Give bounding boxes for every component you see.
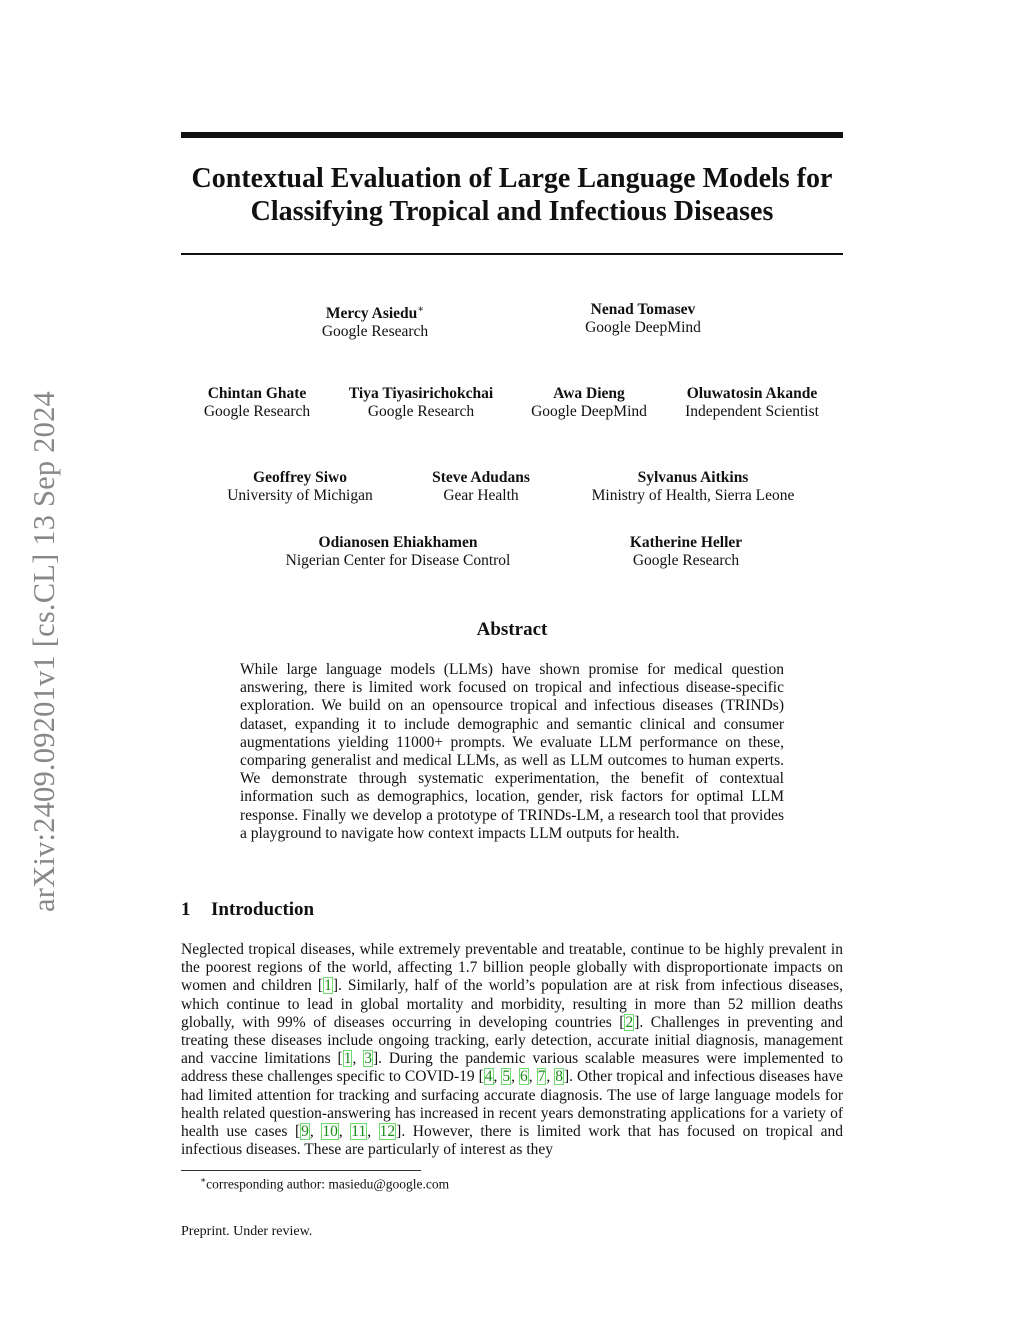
author-block	[322, 301, 428, 341]
author-name: Odianosen Ehiakhamen	[318, 534, 478, 551]
citation-link[interactable]: 12	[379, 1123, 396, 1141]
citation-link[interactable]: 5	[502, 1068, 511, 1086]
author-name: Steve Adudans	[432, 469, 530, 486]
citation-link[interactable]: 9	[301, 1123, 309, 1141]
abstract-heading: Abstract	[476, 619, 548, 640]
author-block	[227, 469, 373, 505]
author-affiliation: Independent Scientist	[685, 403, 819, 420]
citation-link[interactable]: 2	[625, 1013, 634, 1031]
author-affiliation: University of Michigan	[227, 487, 373, 504]
author-affiliation: Google DeepMind	[585, 319, 701, 336]
footnote-rule	[181, 1170, 421, 1171]
citation-link[interactable]: 10	[322, 1123, 338, 1141]
author-block	[349, 385, 493, 421]
author-name: Awa Dieng	[553, 385, 625, 402]
citation-link[interactable]: 4	[484, 1068, 493, 1086]
citation-link[interactable]: 6	[519, 1068, 528, 1086]
author-name: Geoffrey Siwo	[253, 469, 347, 486]
author-name: Chintan Ghate	[207, 385, 307, 402]
author-block	[592, 469, 795, 505]
title-bottom-rule	[181, 253, 843, 255]
author-block	[531, 385, 647, 421]
author-block	[286, 534, 511, 570]
citation-link[interactable]: 7	[537, 1068, 546, 1086]
footnote-text: corresponding author: masiedu@google.com	[206, 1176, 450, 1192]
author-name: Katherine Heller	[629, 534, 743, 551]
author-affiliation: Google DeepMind	[531, 403, 647, 420]
citation-link[interactable]: 8	[555, 1068, 563, 1086]
citation-link[interactable]: 1	[343, 1050, 352, 1068]
paper-title: Contextual Evaluation of Large Language Models for Classifying Tropical and Infectious Diseases	[191, 163, 833, 227]
title-top-rule	[181, 132, 843, 138]
section-heading	[181, 899, 314, 921]
section-title: Introduction	[211, 899, 315, 920]
author-block	[585, 301, 701, 337]
author-block	[432, 469, 530, 505]
author-affiliation: Ministry of Health, Sierra Leone	[591, 487, 795, 504]
citation-link[interactable]: 1	[324, 977, 332, 995]
footnote	[200, 1175, 449, 1193]
abstract-text: While large language models (LLMs) have shown promise for medical question answering, there is limited work focused on tropical and infectious disease-specific exploration. We build on an opensource tropical and infectious diseases (TRINDs) dataset, expanding it to include demographic and semantic clinical and consumer augmentations yielding 11000+ prompts. We evaluate LLM performance on these, comparing generalist and medical LLMs, as well as LLM outcomes to human experts. We demonstrate through systematic experimentation, the benefit of contextual information such as demographics, location, gender, risk factors for optimal LLM response. Finally we develop a prototype of TRINDs-LM, a research tool that provides a playground to navigate how context impacts LLM outputs for health.	[240, 661, 784, 842]
author-affiliation: Google Research	[367, 403, 475, 420]
section-number: 1	[181, 899, 191, 920]
corresponding-mark: ∗	[417, 304, 425, 315]
author-affiliation: Nigerian Center for Disease Control	[285, 552, 511, 569]
preprint-notice: Preprint. Under review.	[181, 1224, 313, 1239]
author-name: Oluwatosin Akande	[686, 385, 818, 402]
author-affiliation: Google Research	[632, 552, 740, 569]
author-block	[204, 385, 310, 421]
author-block	[630, 534, 742, 570]
author-name: Mercy Asiedu∗	[325, 304, 425, 323]
author-name: Nenad Tomasev	[590, 301, 696, 318]
introduction-paragraph: Neglected tropical diseases, while extremely preventable and treatable, continue to be highly prevalent in the poorest regions of the world, affecting 1.7 billion people globally with disproportionate impacts on women and children [1]. Similarly, half of the world’s population are at risk from infectious diseases, which continue to lead in global mortality and morbidity, resulting in more than 52 million deaths globally, with 99% of diseases occurring in developing countries [2]. Challenges in preventing and treating these diseases include ongoing tracking, early detection, accurate initial diagnosis, management and vaccine limitations [1, 3]. During the pandemic various scalable measures were implemented to address these challenges specific to COVID-19 [4, 5, 6, 7, 8]. Other tropical and infectious diseases have had limited attention for tracking and surfacing accurate diagnosis. The use of large language models for health related question-answering has increased in recent years demonstrating applications for a variety of health use cases [9, 10, 11, 12]. However, there is limited work that has focused on tropical and infectious diseases. These are particularly of interest as they	[181, 941, 844, 1159]
citation-link[interactable]: 3	[364, 1050, 372, 1068]
arxiv-stamp-text: arXiv:2409.09201v1 [cs.CL] 13 Sep 2024	[26, 390, 61, 912]
author-name: Tiya Tiyasirichokchai	[348, 385, 494, 402]
author-affiliation: Gear Health	[443, 487, 519, 504]
arxiv-identifier-stamp	[14, 356, 74, 946]
citation-link[interactable]: 11	[351, 1123, 367, 1141]
author-affiliation: Google Research	[203, 403, 311, 420]
author-affiliation: Google Research	[321, 323, 429, 341]
footnote-mark: ∗	[200, 1175, 207, 1185]
author-name: Sylvanus Aitkins	[637, 469, 749, 486]
author-block	[685, 385, 819, 421]
